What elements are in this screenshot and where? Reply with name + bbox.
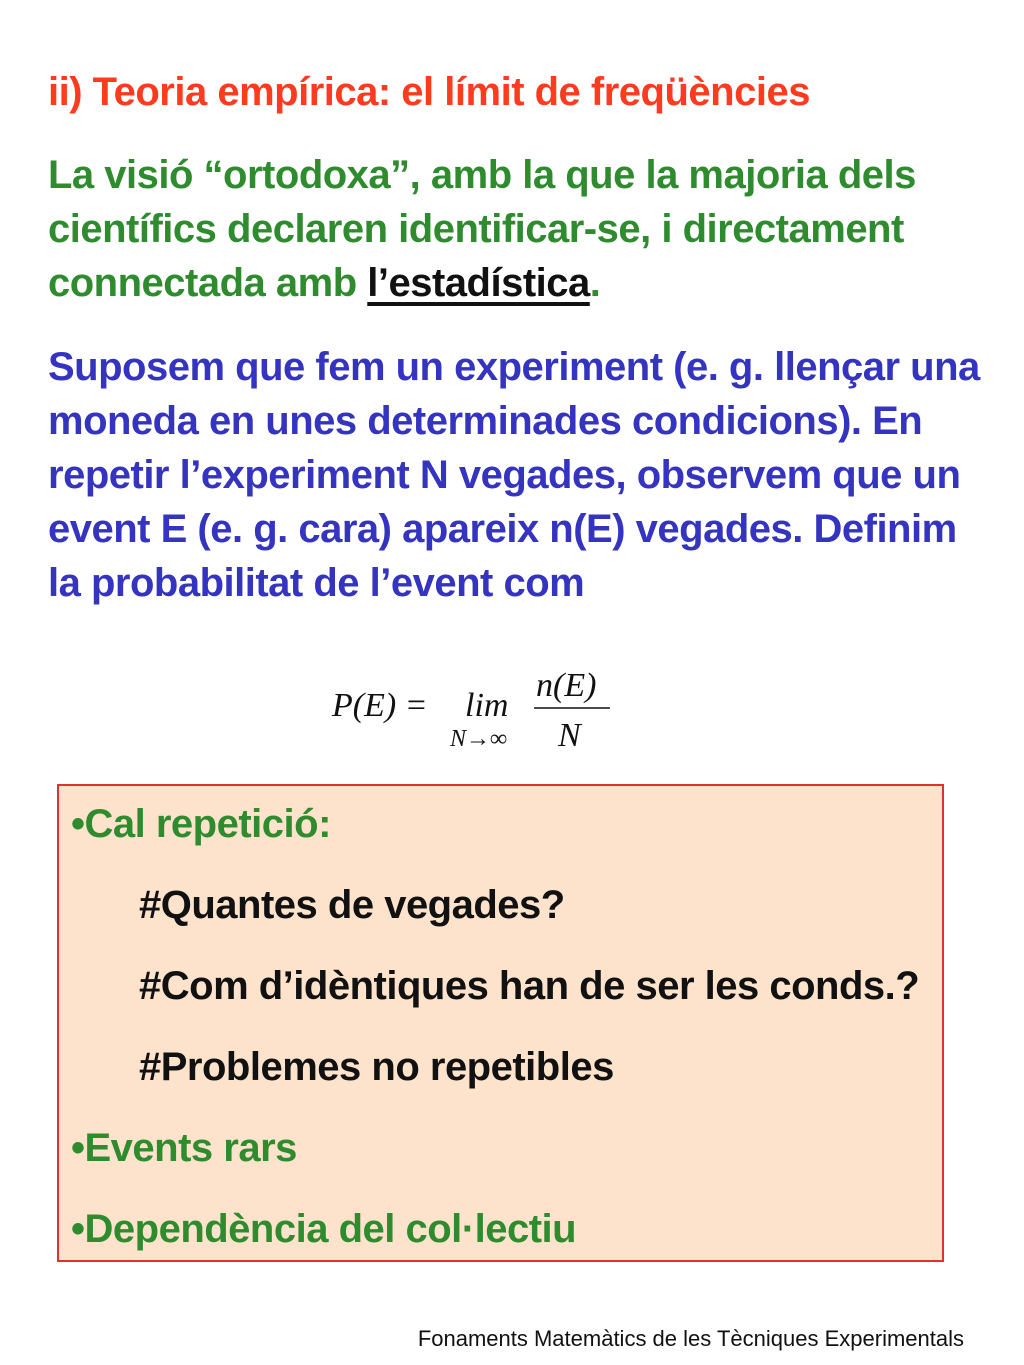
formula-lhs: P(E) = bbox=[332, 687, 428, 724]
sub-quantes-vegades: #Quantes de vegades? bbox=[139, 883, 565, 927]
intro-paragraph bbox=[48, 148, 948, 310]
bullet-events-rars: •Events rars bbox=[71, 1126, 297, 1170]
formula-numerator: n(E) bbox=[536, 667, 597, 704]
slide-title: ii) Teoria empírica: el límit de freqüències bbox=[48, 70, 810, 114]
intro-period: . bbox=[589, 261, 601, 305]
estadistica-link[interactable]: l’estadística bbox=[367, 261, 590, 305]
formula-denominator: N bbox=[558, 717, 581, 754]
probability-formula bbox=[330, 660, 630, 760]
footer-course-title: Fonaments Matemàtics de les Tècniques Experimentals bbox=[417, 1326, 964, 1351]
formula-subscript: N→∞ bbox=[450, 726, 508, 752]
experiment-paragraph: Suposem que fem un experiment (e. g. llençar una moneda en unes determinades condicions). En repetir l’experiment N vegades, observem que un event E (e. g. cara) apareix n(E) vegades. Definim la probabilitat de l’event com bbox=[48, 345, 980, 605]
intro-text: La visió “ortodoxa”, amb la que la majoria dels científics declaren identificar-se, i directament connectada amb bbox=[48, 153, 916, 305]
bullet-dependencia-collectiu: •Dependència del col·lectiu bbox=[71, 1207, 577, 1251]
sub-identiques-conds: #Com d’idèntiques han de ser les conds.? bbox=[139, 964, 920, 1008]
bullet-cal-repeticio: •Cal repetició: bbox=[71, 802, 331, 846]
considerations-box bbox=[57, 784, 944, 1262]
formula-lim: lim bbox=[465, 687, 509, 724]
sub-problemes-no-repetibles: #Problemes no repetibles bbox=[139, 1045, 614, 1089]
